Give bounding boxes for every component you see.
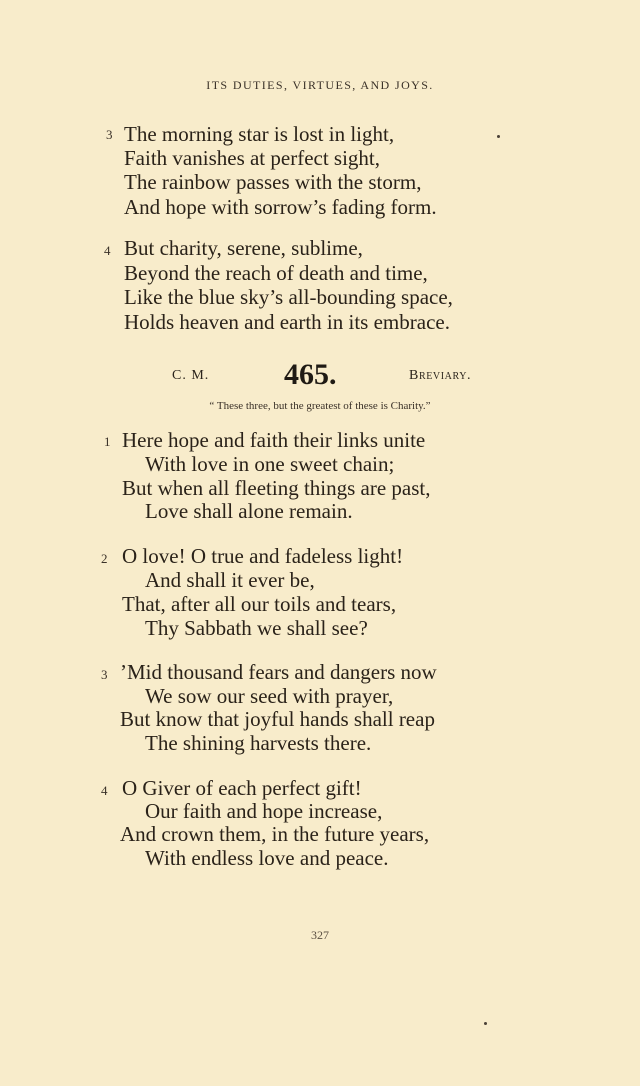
verse-line: But when all fleeting things are past, xyxy=(122,476,431,500)
verse-line: And crown them, in the future years, xyxy=(120,822,430,846)
verse-line: Love shall alone remain. xyxy=(145,499,353,523)
verse-line: With love in one sweet chain; xyxy=(145,452,395,476)
verse-line: We sow our seed with prayer, xyxy=(145,684,394,708)
verse-line: With endless love and peace. xyxy=(145,846,389,870)
verse-line: The rainbow passes with the storm, xyxy=(124,170,422,194)
stanza-number: 3 xyxy=(106,127,113,142)
epigraph: “ These three, but the greatest of these is Charity.” xyxy=(209,400,431,412)
verse-line: Beyond the reach of death and time, xyxy=(124,261,428,285)
hymn-heading xyxy=(0,358,640,391)
hymn-tune: Breviary. xyxy=(409,368,472,383)
verse-line: Our faith and hope increase, xyxy=(145,799,383,823)
stanza-number: 1 xyxy=(104,434,111,449)
verse-line: And shall it ever be, xyxy=(145,568,315,592)
verse-line: That, after all our toils and tears, xyxy=(122,592,397,616)
verse-line: ’Mid thousand fears and dangers now xyxy=(120,660,437,684)
verse-line: Faith vanishes at perfect sight, xyxy=(124,146,381,170)
stanza-number: 4 xyxy=(101,783,108,798)
verse-line: And hope with sorrow’s fading form. xyxy=(124,195,437,219)
verse-line: O love! O true and fadeless light! xyxy=(122,544,404,568)
verse-line: Holds heaven and earth in its embrace. xyxy=(124,310,450,334)
verse-line: The morning star is lost in light, xyxy=(124,122,395,146)
stanza-number: 4 xyxy=(104,243,111,258)
hymn-number: 465. xyxy=(284,358,337,391)
stanza-number: 3 xyxy=(101,667,108,682)
running-head: ITS DUTIES, VIRTUES, AND JOYS. xyxy=(206,78,434,92)
stanza-number: 2 xyxy=(101,551,108,566)
verse-line: But charity, serene, sublime, xyxy=(124,236,363,260)
hymn-meter: C. M. xyxy=(172,368,210,383)
verse-line: The shining harvests there. xyxy=(145,731,372,755)
verse-line: Like the blue sky’s all-bounding space, xyxy=(124,285,453,309)
page-number: 327 xyxy=(311,928,329,942)
ink-speck xyxy=(484,1022,487,1025)
verse-line: Thy Sabbath we shall see? xyxy=(145,616,368,640)
verse-line: But know that joyful hands shall reap xyxy=(120,707,435,731)
verse-line: O Giver of each perfect gift! xyxy=(122,776,362,800)
ink-speck xyxy=(497,135,500,138)
verse-line: Here hope and faith their links unite xyxy=(122,428,426,452)
